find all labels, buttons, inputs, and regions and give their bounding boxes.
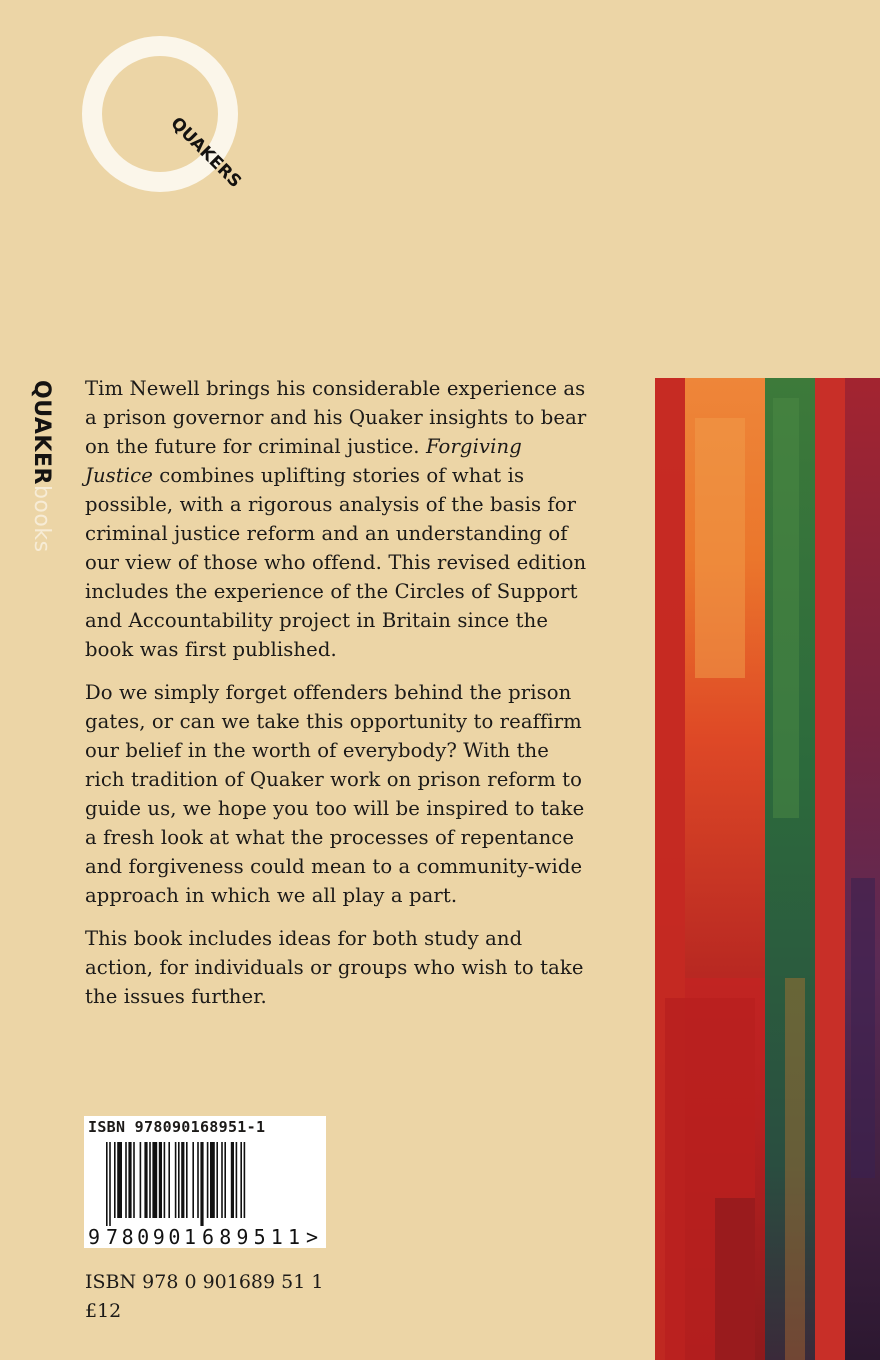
barcode-bar (178, 1142, 180, 1218)
barcode-digits-left: 780901 (106, 1225, 196, 1248)
cover-painting (655, 378, 880, 1360)
book-title: Forgiving Justice (85, 435, 522, 487)
barcode-bar (192, 1142, 194, 1218)
barcode-bar (210, 1142, 215, 1218)
quakers-logo (82, 36, 252, 206)
footer-info (85, 1268, 323, 1326)
barcode-bar (106, 1142, 108, 1226)
barcode (84, 1116, 326, 1248)
barcode-bar (197, 1142, 199, 1218)
barcode-bar (117, 1142, 122, 1218)
barcode-digit-first: 9 (88, 1225, 101, 1248)
isbn-text: ISBN 978 0 901689 51 1 (85, 1271, 324, 1293)
barcode-bar (168, 1142, 170, 1218)
price-text: £12 (85, 1300, 122, 1322)
barcode-bar (128, 1142, 131, 1218)
barcode-bar (125, 1142, 127, 1218)
barcode-bar (133, 1142, 135, 1218)
barcode-bar (109, 1142, 111, 1226)
barcode-bar (244, 1142, 246, 1218)
spine-bold: QUAKER (29, 380, 54, 485)
barcode-bar (175, 1142, 177, 1218)
barcode-bar (240, 1142, 242, 1218)
spine-light: books (29, 484, 54, 553)
barcode-bar (231, 1142, 234, 1218)
barcode-bar (164, 1142, 166, 1218)
barcode-bar (236, 1142, 238, 1218)
barcode-bar (114, 1142, 116, 1218)
paragraph-1: Tim Newell brings his considerable experience as a prison governor and his Quaker insights to bear on the future for criminal justice. Forgiving Justice combines uplifting stories of what is possible, with a rigorous analysis of the basis for criminal justice reform and an understanding of our view of those who offend. This revised edition includes the experience of the Circles of Support and Accountability project in Britain since the book was first published. (85, 377, 587, 661)
barcode-marker: > (306, 1225, 319, 1248)
logo-text: QUAKERS (166, 113, 245, 192)
barcode-bar (181, 1142, 184, 1218)
paragraph-2: Do we simply forget offenders behind the prison gates, or can we take this opportunity to reaffirm our belief in the worth of everybody? With the rich tradition of Quaker work on prison reform to guide us, we hope you too will be inspired to take a fresh look at what the processes of repentance and forgiveness could mean to a community-wide approach in which we all play a part. (85, 681, 585, 907)
barcode-bar (186, 1142, 188, 1218)
book-description (85, 374, 590, 1025)
barcode-bar (207, 1142, 209, 1218)
barcode-bar (200, 1142, 203, 1226)
paragraph-3: This book includes ideas for both study and action, for individuals or groups who wish to take the issues further. (85, 927, 584, 1008)
barcode-digits-right: 689511 (202, 1225, 300, 1248)
barcode-bar (159, 1142, 162, 1218)
barcode-bar (221, 1142, 223, 1218)
barcode-bar (216, 1142, 218, 1218)
spine-label (29, 380, 54, 553)
barcode-isbn-label: ISBN 978090168951-1 (88, 1118, 266, 1136)
barcode-bar (152, 1142, 157, 1218)
barcode-bar (224, 1142, 226, 1218)
barcode-bar (149, 1142, 151, 1218)
barcode-bar (140, 1142, 142, 1218)
barcode-bar (144, 1142, 147, 1218)
